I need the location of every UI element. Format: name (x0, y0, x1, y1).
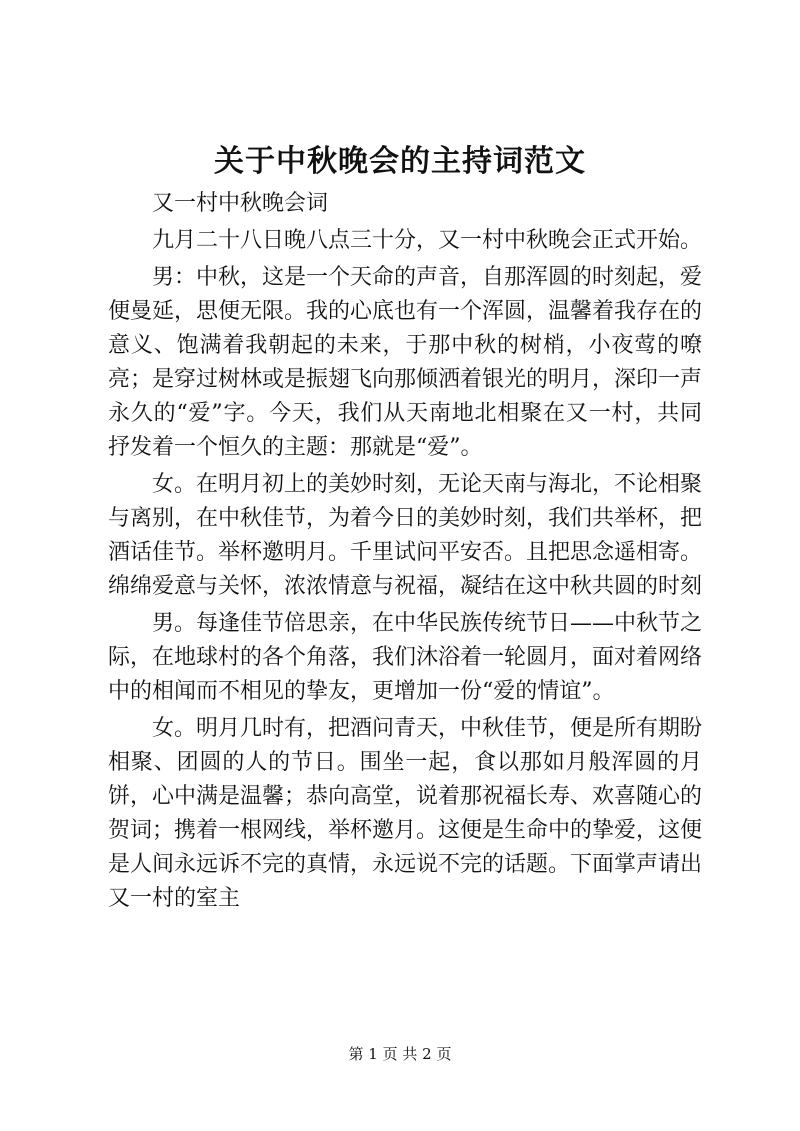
paragraph: 九月二十八日晚八点三十分，又一村中秋晚会正式开始。 (152, 228, 703, 253)
paragraph: 男。每逢佳节倍思亲，在中华民族传统节日——中秋节之际，在地球村的各个角落，我们沐浴着一轮圆月，面对着网络中的相闻而不相见的挚友，更增加一份“爱的情谊”。 (108, 611, 703, 704)
paragraph: 女。明月几时有，把酒问青天，中秋佳节，便是所有期盼相聚、团圆的人的节日。围坐一起，食以那如月般浑圆的月饼，心中满是温馨；恭向高堂，说着那祝福长寿、欢喜随心的贺词；携着一根网线，举杯邀月。这便是生命中的挚爱，这便是人间永远诉不完的真情，永远说不完的话题。下面掌声请出又一村的室主 (108, 716, 703, 911)
page-footer: 第 1 页 共 2 页 (348, 1045, 452, 1063)
paragraph: 又一村中秋晚会词 (152, 191, 329, 216)
paragraph: 女。在明月初上的美妙时刻，无论天南与海北，不论相聚与离别，在中秋佳节，为着今日的美妙时刻，我们共举杯，把酒话佳节。举杯邀明月。千里试问平安否。且把思念遥相寄。绵绵爱意与关怀，浓浓情意与祝福，凝结在这中秋共圆的时刻 (108, 472, 703, 599)
document-body (108, 187, 702, 919)
paragraph: 男：中秋，这是一个天命的声音，自那浑圆的时刻起，爱便曼延，思便无限。我的心底也有一个浑圆，温馨着我存在的意义、饱满着我朝起的未来，于那中秋的树梢，小夜莺的嘹亮；是穿过树林或是振翅飞向那倾洒着银光的明月，深印一声永久的“爱”字。今天，我们从天南地北相聚在又一村，共同抒发着一个恒久的主题：那就是“爱”。 (108, 265, 703, 460)
document-title: 关于中秋晚会的主持词范文 (214, 144, 586, 179)
